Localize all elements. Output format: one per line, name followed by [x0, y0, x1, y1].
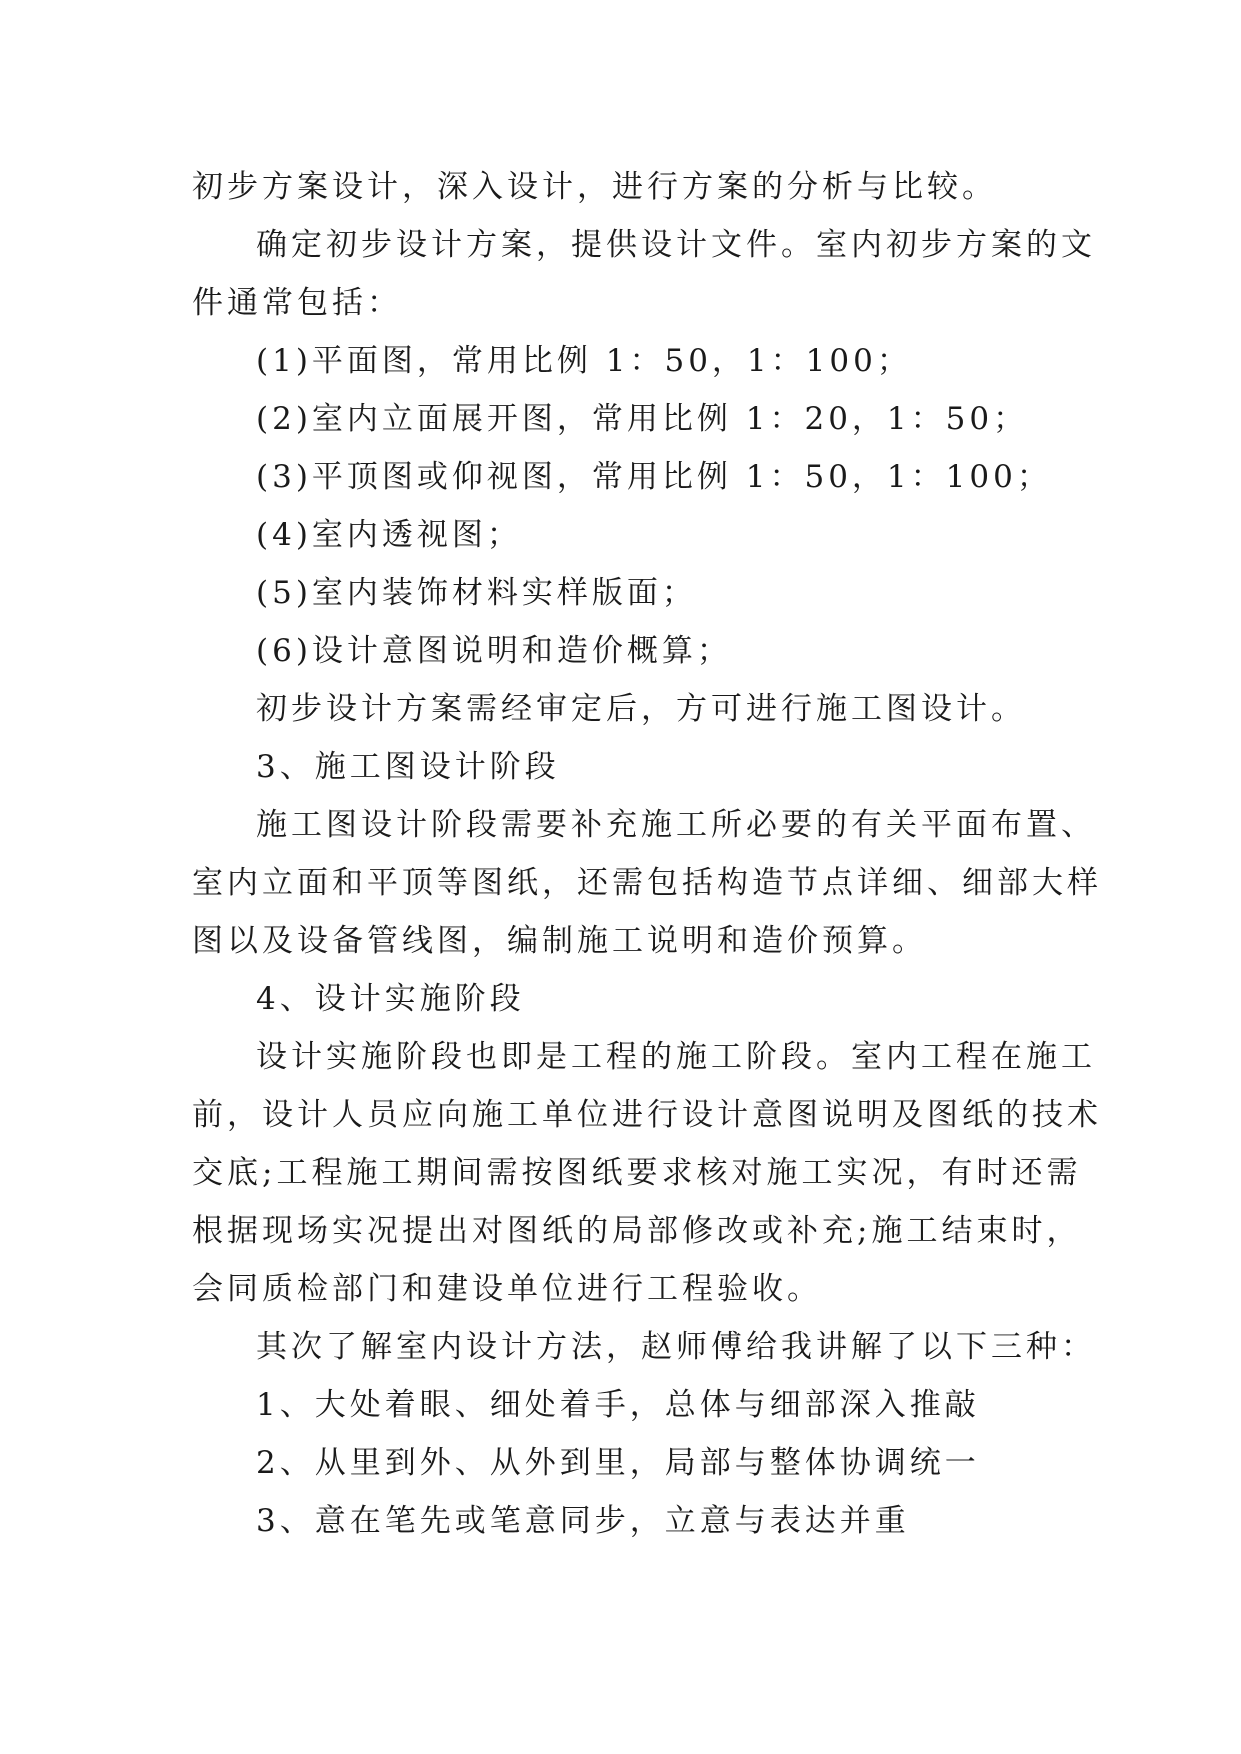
- list-item: (5)室内装饰材料实样版面；: [256, 575, 697, 611]
- list-item: (6)设计意图说明和造价概算；: [256, 633, 732, 669]
- text-line: 件通常包括：: [192, 285, 402, 321]
- list-item: (4)室内透视图；: [256, 517, 522, 553]
- list-item: (1)平面图，常用比例 1：50，1：100；: [256, 343, 912, 379]
- text-line: 初步设计方案需经审定后，方可进行施工图设计。: [256, 691, 1026, 727]
- text-line: 前，设计人员应向施工单位进行设计意图说明及图纸的技术: [192, 1097, 1102, 1133]
- list-item: (3)平顶图或仰视图，常用比例 1：50，1：100；: [256, 459, 1052, 495]
- document-body: [192, 158, 1102, 1550]
- text-line: 会同质检部门和建设单位进行工程验收。: [192, 1271, 822, 1307]
- list-item: 3、意在笔先或笔意同步，立意与表达并重: [256, 1503, 910, 1539]
- text-line: 图以及设备管线图，编制施工说明和造价预算。: [192, 923, 927, 959]
- text-line: 室内立面和平顶等图纸，还需包括构造节点详细、细部大样: [192, 865, 1102, 901]
- text-line: 交底;工程施工期间需按图纸要求核对施工实况，有时还需: [192, 1155, 1082, 1191]
- section-heading: 4、设计实施阶段: [256, 981, 525, 1017]
- list-item: 2、从里到外、从外到里，局部与整体协调统一: [256, 1445, 980, 1481]
- text-line: 设计实施阶段也即是工程的施工阶段。室内工程在施工: [256, 1039, 1096, 1075]
- section-heading: 3、施工图设计阶段: [256, 749, 560, 785]
- text-line: 其次了解室内设计方法，赵师傅给我讲解了以下三种：: [256, 1329, 1096, 1365]
- list-item: 1、大处着眼、细处着手，总体与细部深入推敲: [256, 1387, 980, 1423]
- text-line: 确定初步设计方案，提供设计文件。室内初步方案的文: [256, 227, 1096, 263]
- text-line: 根据现场实况提出对图纸的局部修改或补充;施工结束时，: [192, 1213, 1082, 1249]
- text-line: 初步方案设计，深入设计，进行方案的分析与比较。: [192, 169, 997, 205]
- list-item: (2)室内立面展开图，常用比例 1：20，1：50；: [256, 401, 1029, 437]
- text-line: 施工图设计阶段需要补充施工所必要的有关平面布置、: [256, 807, 1096, 843]
